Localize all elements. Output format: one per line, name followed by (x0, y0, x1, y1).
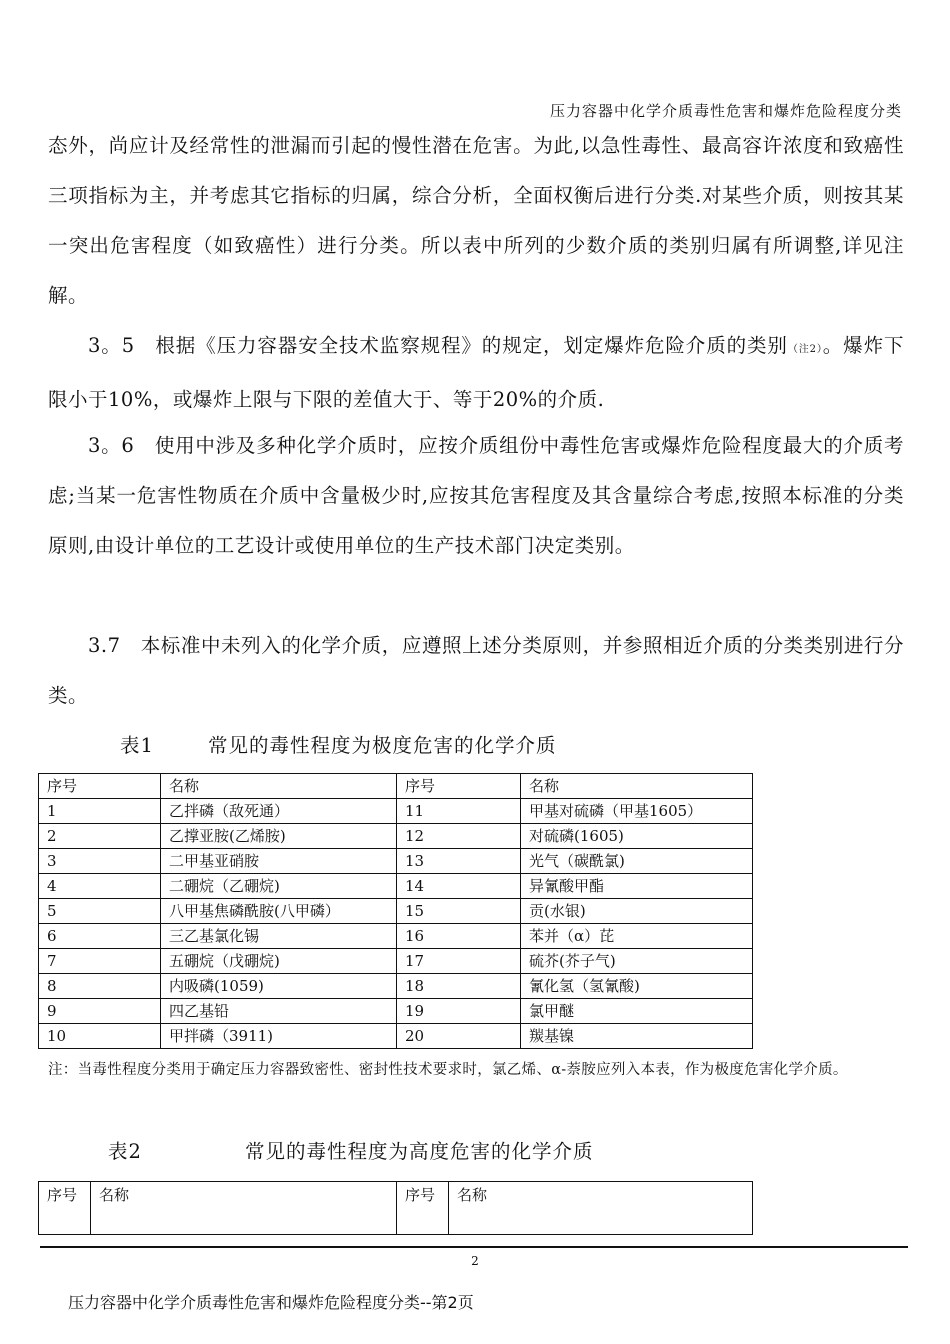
cell-seq: 13 (397, 849, 521, 874)
table-row (39, 849, 753, 874)
paragraph-3-5-text: 3。5 根据《压力容器安全技术监察规程》的规定，划定爆炸危险介质的类别 (88, 334, 788, 357)
header-seq: 序号 (39, 1182, 91, 1235)
cell-seq: 18 (397, 974, 521, 999)
cell-seq: 1 (39, 799, 161, 824)
cell-seq: 12 (397, 824, 521, 849)
cell-name: 异氰酸甲酯 (521, 874, 753, 899)
cell-seq: 14 (397, 874, 521, 899)
table1-caption-title: 常见的毒性程度为极度危害的化学介质 (208, 734, 557, 757)
cell-name: 光气（碳酰氯) (521, 849, 753, 874)
cell-seq: 19 (397, 999, 521, 1024)
header-seq: 序号 (397, 1182, 449, 1235)
table-row (39, 974, 753, 999)
cell-seq: 11 (397, 799, 521, 824)
cell-seq: 4 (39, 874, 161, 899)
cell-seq: 17 (397, 949, 521, 974)
cell-name: 乙撑亚胺(乙烯胺) (161, 824, 397, 849)
cell-seq: 9 (39, 999, 161, 1024)
table-row (39, 949, 753, 974)
paragraph-3-5-tail: 。爆炸下限小于10%，或爆炸上限与下限的差值大于、等于20%的介质. (48, 334, 904, 411)
note-reference: （注2） (787, 344, 823, 355)
cell-name: 甲拌磷（3911) (161, 1024, 397, 1049)
table-row (39, 1024, 753, 1049)
table-row (39, 924, 753, 949)
cell-seq: 15 (397, 899, 521, 924)
cell-seq: 2 (39, 824, 161, 849)
cell-name: 八甲基焦磷酰胺(八甲磷） (161, 899, 397, 924)
table-row (39, 899, 753, 924)
paragraph-3-7: 3.7 本标准中未列入的化学介质，应遵照上述分类原则，并参照相近介质的分类类别进行分类。 (48, 634, 904, 707)
page-number: 2 (471, 1254, 479, 1268)
table-row (39, 799, 753, 824)
header-seq: 序号 (397, 774, 521, 799)
cell-name: 硫芥(芥子气) (521, 949, 753, 974)
cell-name: 羰基镍 (521, 1024, 753, 1049)
document-footer-title: 压力容器中化学介质毒性危害和爆炸危险程度分类--第2页 (68, 1293, 474, 1312)
table-row (39, 824, 753, 849)
header-name: 名称 (521, 774, 753, 799)
header-seq: 序号 (39, 774, 161, 799)
cell-seq: 10 (39, 1024, 161, 1049)
footer-divider (40, 1246, 908, 1248)
cell-name: 甲基对硫磷（甲基1605） (521, 799, 753, 824)
table2-caption-number: 表2 (108, 1140, 142, 1163)
paragraph-3-5 (48, 321, 904, 425)
cell-seq: 16 (397, 924, 521, 949)
cell-name: 三乙基氯化锡 (161, 924, 397, 949)
table2-high-hazard (38, 1181, 753, 1235)
cell-seq: 3 (39, 849, 161, 874)
header-name: 名称 (449, 1182, 753, 1235)
cell-name: 内吸磷(1059) (161, 974, 397, 999)
table1-note: 注：当毒性程度分类用于确定压力容器致密性、密封性技术要求时，氯乙烯、α-萘胺应列入本表，作为极度危害化学介质。 (48, 1062, 848, 1078)
cell-name: 二硼烷（乙硼烷) (161, 874, 397, 899)
table-row (39, 999, 753, 1024)
paragraph-3-6: 3。6 使用中涉及多种化学介质时，应按介质组份中毒性危害或爆炸危险程度最大的介质考虑;当某一危害性物质在介质中含量极少时,应按其危害程度及其含量综合考虑,按照本标准的分类原则,由设计单位的工艺设计或使用单位的生产技术部门决定类别。 (48, 434, 904, 557)
cell-name: 乙拌磷（敌死通） (161, 799, 397, 824)
cell-seq: 6 (39, 924, 161, 949)
cell-name: 对硫磷(1605) (521, 824, 753, 849)
cell-name: 氯甲醚 (521, 999, 753, 1024)
cell-seq: 20 (397, 1024, 521, 1049)
cell-name: 二甲基亚硝胺 (161, 849, 397, 874)
cell-name: 苯并（α）芘 (521, 924, 753, 949)
running-header: 压力容器中化学介质毒性危害和爆炸危险程度分类 (549, 102, 902, 120)
cell-name: 五硼烷（戊硼烷) (161, 949, 397, 974)
table-header-row (39, 774, 753, 799)
header-name: 名称 (91, 1182, 397, 1235)
cell-seq: 5 (39, 899, 161, 924)
table-row (39, 874, 753, 899)
cell-name: 贡(水银) (521, 899, 753, 924)
header-name: 名称 (161, 774, 397, 799)
cell-name: 氰化氢（氢氰酸) (521, 974, 753, 999)
cell-seq: 7 (39, 949, 161, 974)
paragraph-intro-continuation: 态外，尚应计及经常性的泄漏而引起的慢性潜在危害。为此,以急性毒性、最高容许浓度和致癌性三项指标为主，并考虑其它指标的归属，综合分析，全面权衡后进行分类.对某些介质，则按其某一突出危害程度（如致癌性）进行分类。所以表中所列的少数介质的类别归属有所调整,详见注解。 (48, 134, 904, 307)
table1-caption-number: 表1 (120, 734, 154, 757)
cell-seq: 8 (39, 974, 161, 999)
table-header-row (39, 1182, 753, 1235)
table2-caption-title: 常见的毒性程度为高度危害的化学介质 (245, 1140, 594, 1163)
table1-extreme-hazard (38, 773, 753, 1049)
cell-name: 四乙基铅 (161, 999, 397, 1024)
